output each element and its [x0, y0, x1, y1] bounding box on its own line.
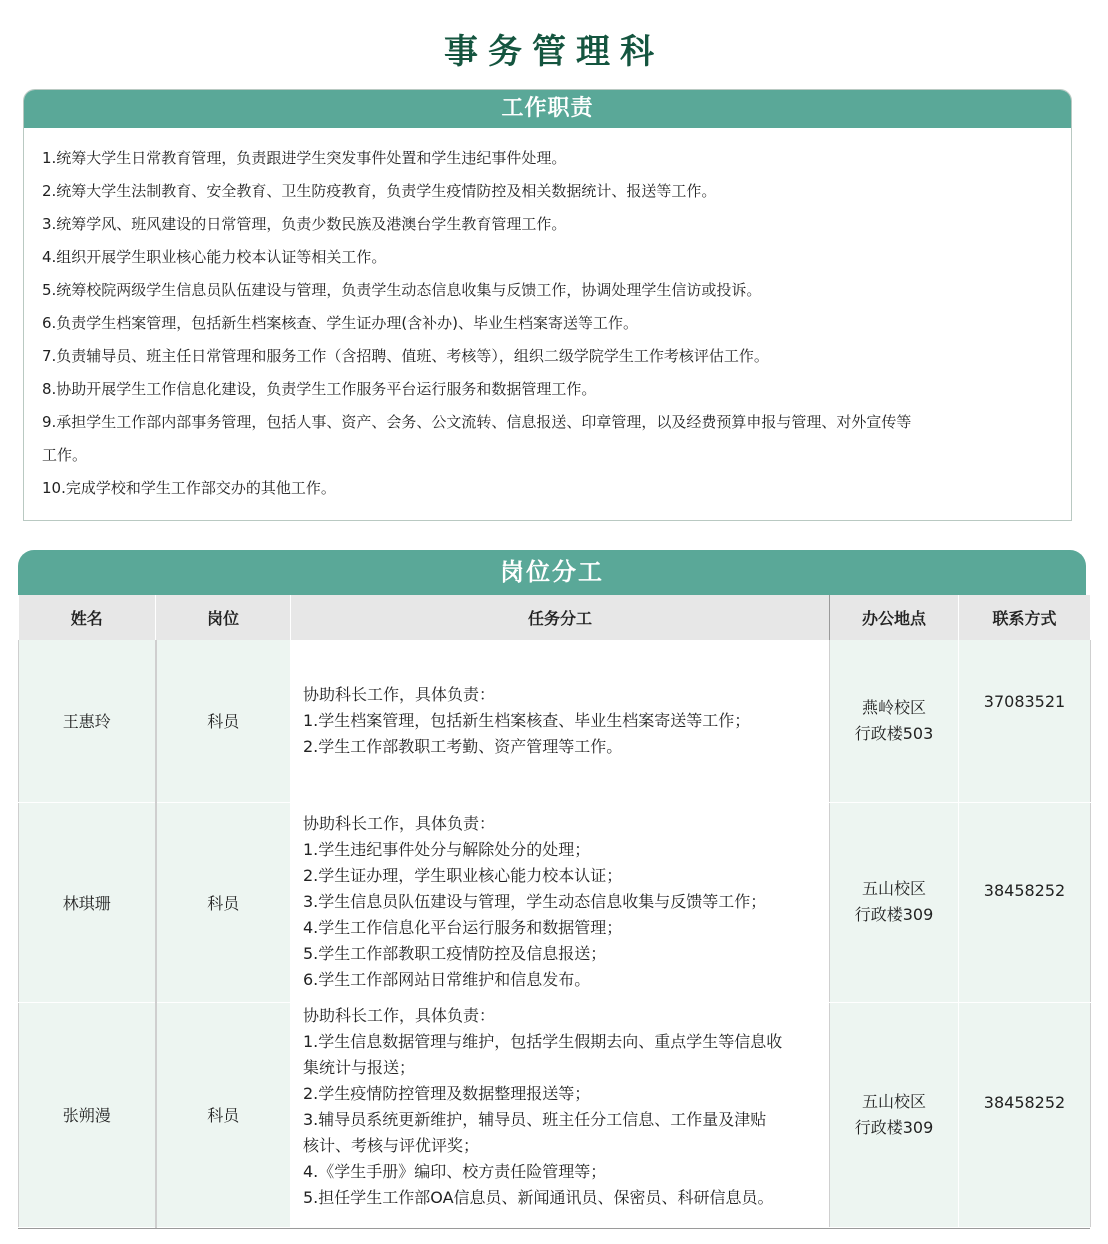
staff-position: 科员 [156, 1002, 291, 1227]
office-campus: 五山校区 [861, 1091, 926, 1111]
column-header-phone: 联系方式 [959, 595, 1091, 640]
table-row [19, 1002, 1091, 1227]
duty-item: 10.完成学校和学生工作部交办的其他工作。 [42, 479, 336, 497]
office-building: 行政楼309 [854, 1117, 934, 1137]
duty-item: 工作。 [42, 446, 88, 464]
duty-item: 5.统筹校院两级学生信息员队伍建设与管理，负责学生动态信息收集与反馈工作，协调处理学生信访或投诉。 [42, 281, 762, 299]
staff-tasks [291, 1002, 830, 1227]
task-line: 1.学生档案管理，包括新生档案核查、毕业生档案寄送等工作； [303, 710, 751, 730]
staff-position: 科员 [156, 640, 291, 802]
task-line: 2.学生疫情防控管理及数据整理报送等； [303, 1083, 591, 1103]
staff-office [830, 802, 959, 1002]
page-title: 事务管理科 [444, 32, 664, 72]
task-line: 协助科长工作，具体负责： [303, 1005, 496, 1025]
task-line: 5.担任学生工作部OA信息员、新闻通讯员、保密员、科研信息员。 [303, 1187, 774, 1207]
task-line: 核计、考核与评优评奖； [303, 1135, 480, 1155]
table-row [19, 802, 1091, 1002]
staff-position: 科员 [156, 802, 291, 1002]
staff-name: 林琪珊 [19, 802, 156, 1002]
table-header-row [19, 595, 1091, 640]
duties-section [23, 89, 1072, 521]
task-line: 6.学生工作部网站日常维护和信息发布。 [303, 969, 591, 989]
duty-item: 3.统筹学风、班风建设的日常管理，负责少数民族及港澳台学生教育管理工作。 [42, 215, 567, 233]
column-header-position: 岗位 [156, 595, 291, 640]
task-line: 4.《学生手册》编印、校方责任险管理等； [303, 1161, 607, 1181]
duty-item: 1.统筹大学生日常教育管理，负责跟进学生突发事件处置和学生违纪事件处理。 [42, 149, 567, 167]
staff-phone: 38458252 [959, 1002, 1091, 1227]
task-line: 3.学生信息员队伍建设与管理，学生动态信息收集与反馈等工作； [303, 891, 767, 911]
staff-tasks [291, 640, 830, 802]
duties-list [24, 128, 1071, 505]
task-line: 协助科长工作，具体负责： [303, 813, 496, 833]
duty-item: 4.组织开展学生职业核心能力校本认证等相关工作。 [42, 248, 387, 266]
column-header-tasks: 任务分工 [291, 595, 830, 640]
staff-phone: 38458252 [959, 802, 1091, 1002]
staff-tasks [291, 802, 830, 1002]
assignments-header: 岗位分工 [18, 550, 1086, 595]
duty-item: 8.协助开展学生工作信息化建设，负责学生工作服务平台运行服务和数据管理工作。 [42, 380, 597, 398]
task-line: 4.学生工作信息化平台运行服务和数据管理； [303, 917, 623, 937]
task-line: 集统计与报送； [303, 1057, 416, 1077]
column-header-name: 姓名 [19, 595, 156, 640]
office-campus: 燕岭校区 [861, 697, 926, 717]
table-row [19, 640, 1091, 802]
task-line: 3.辅导员系统更新维护，辅导员、班主任分工信息、工作量及津贴 [303, 1109, 767, 1129]
staff-office [830, 640, 959, 802]
office-building: 行政楼309 [854, 905, 934, 924]
staff-phone: 37083521 [959, 640, 1091, 802]
duty-item: 7.负责辅导员、班主任日常管理和服务工作（含招聘、值班、考核等），组织二级学院学生工作考核评估工作。 [42, 347, 769, 365]
task-line: 协助科长工作，具体负责： [303, 684, 496, 704]
duties-header: 工作职责 [24, 90, 1071, 128]
office-campus: 五山校区 [861, 879, 926, 898]
staff-name: 张朔漫 [19, 1002, 156, 1227]
column-header-office: 办公地点 [830, 595, 959, 640]
task-line: 1.学生信息数据管理与维护，包括学生假期去向、重点学生等信息收 [303, 1031, 783, 1051]
table-bottom-border [18, 1228, 1090, 1229]
duty-item: 6.负责学生档案管理，包括新生档案核查、学生证办理(含补办)、毕业生档案寄送等工作。 [42, 314, 639, 332]
assignments-table [18, 595, 1091, 1228]
task-line: 2.学生工作部教职工考勤、资产管理等工作。 [303, 736, 623, 756]
duty-item: 9.承担学生工作部内部事务管理，包括人事、资产、会务、公文流转、信息报送、印章管理，以及经费预算申报与管理、对外宣传等 [42, 413, 912, 431]
staff-name: 王惠玲 [19, 640, 156, 802]
task-line: 2.学生证办理，学生职业核心能力校本认证； [303, 865, 623, 885]
task-line: 1.学生违纪事件处分与解除处分的处理； [303, 839, 591, 859]
task-line: 5.学生工作部教职工疫情防控及信息报送； [303, 943, 607, 963]
office-building: 行政楼503 [854, 723, 934, 743]
duty-item: 2.统筹大学生法制教育、安全教育、卫生防疫教育，负责学生疫情防控及相关数据统计、报送等工作。 [42, 182, 717, 200]
staff-office [830, 1002, 959, 1227]
